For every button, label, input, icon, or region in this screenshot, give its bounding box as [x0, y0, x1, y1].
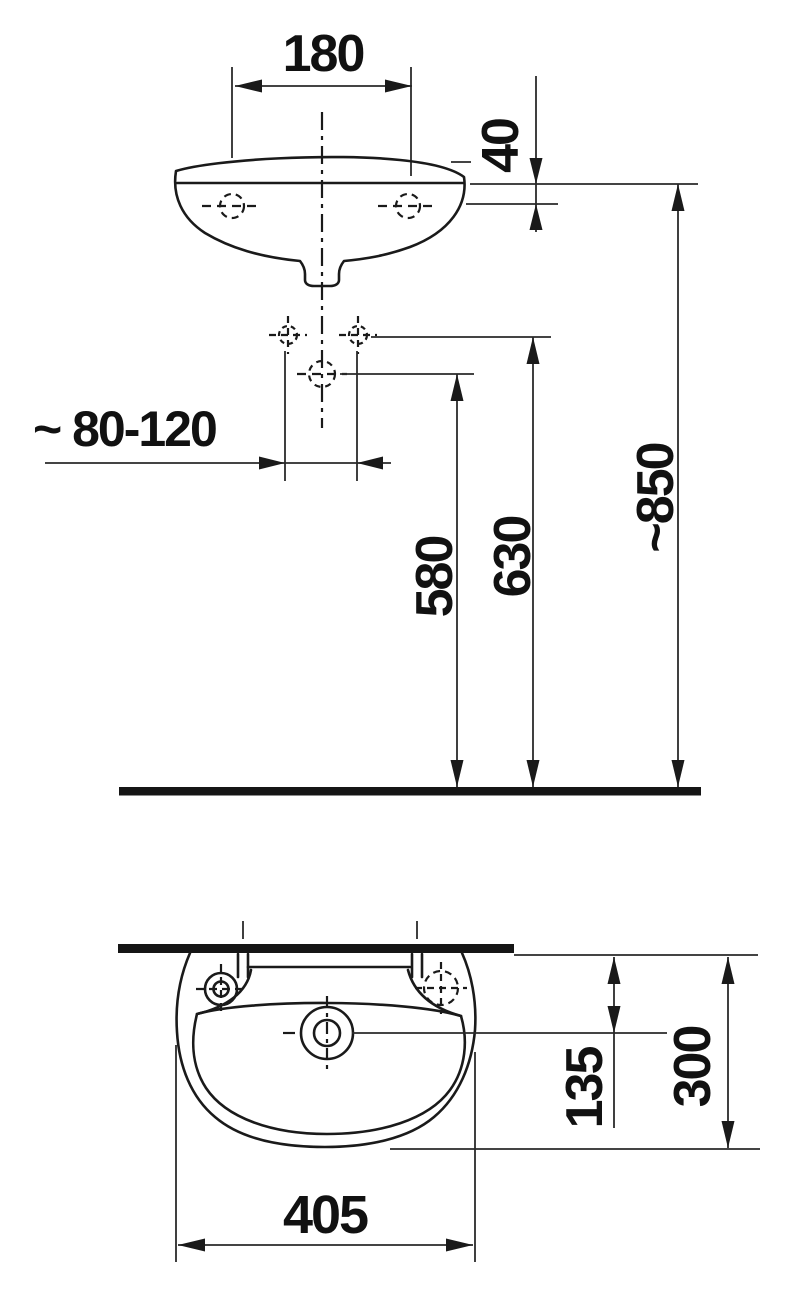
- dim-630-supply-height: [484, 337, 542, 787]
- wall-line: [118, 944, 514, 953]
- dim-label-180: 180: [282, 25, 364, 83]
- plan-view: [118, 921, 760, 1262]
- arrowhead-down: [722, 1121, 735, 1148]
- dim-580-drain-height: [406, 374, 464, 787]
- supply-connection-right: [339, 316, 377, 354]
- supply-connection-left: [269, 316, 307, 354]
- arrowhead-up: [451, 374, 464, 401]
- arrowhead-left: [235, 80, 262, 93]
- basin-front-outline: [175, 112, 464, 428]
- mounting-hole-right: [378, 194, 438, 218]
- arrowhead-down: [530, 158, 543, 184]
- arrowhead-down: [608, 1006, 621, 1033]
- floor-line: [119, 787, 701, 796]
- dim-label-135: 135: [556, 1047, 614, 1129]
- dim-405-basin-width: [176, 1045, 475, 1262]
- arrowhead-up: [608, 957, 621, 984]
- arrowhead-down: [672, 760, 685, 787]
- arrowhead-down: [527, 760, 540, 787]
- dim-label-580: 580: [406, 536, 464, 618]
- dim-850-install-height: [627, 184, 685, 787]
- dim-label-300: 300: [664, 1026, 722, 1108]
- dim-label-40: 40: [472, 119, 530, 173]
- arrowhead-up: [722, 957, 735, 984]
- arrowhead-left: [357, 457, 383, 470]
- arrowhead-up: [527, 337, 540, 364]
- basin-bowl-and-drain-stub: [175, 157, 464, 286]
- dim-label-80-120: ~ 80-120: [33, 401, 216, 457]
- dim-label-850: ~850: [627, 443, 685, 553]
- dim-40-rim-offset: [451, 76, 698, 232]
- arrowhead-up: [530, 204, 543, 230]
- front-elevation-view: [33, 25, 701, 796]
- arrowhead-left: [178, 1239, 205, 1252]
- arrowhead-right: [446, 1239, 473, 1252]
- mounting-hole-left: [202, 194, 262, 218]
- dim-label-405: 405: [282, 1185, 368, 1245]
- arrowhead-right: [259, 457, 285, 470]
- dim-80-120-supply-offset: [33, 351, 391, 481]
- basin-bowl-plan: [193, 1003, 465, 1134]
- arrowhead-down: [451, 760, 464, 787]
- dim-label-630: 630: [484, 516, 542, 598]
- arrowhead-up: [672, 184, 685, 211]
- arrowhead-right: [385, 80, 412, 93]
- dim-135-drain-to-wall: [556, 957, 621, 1128]
